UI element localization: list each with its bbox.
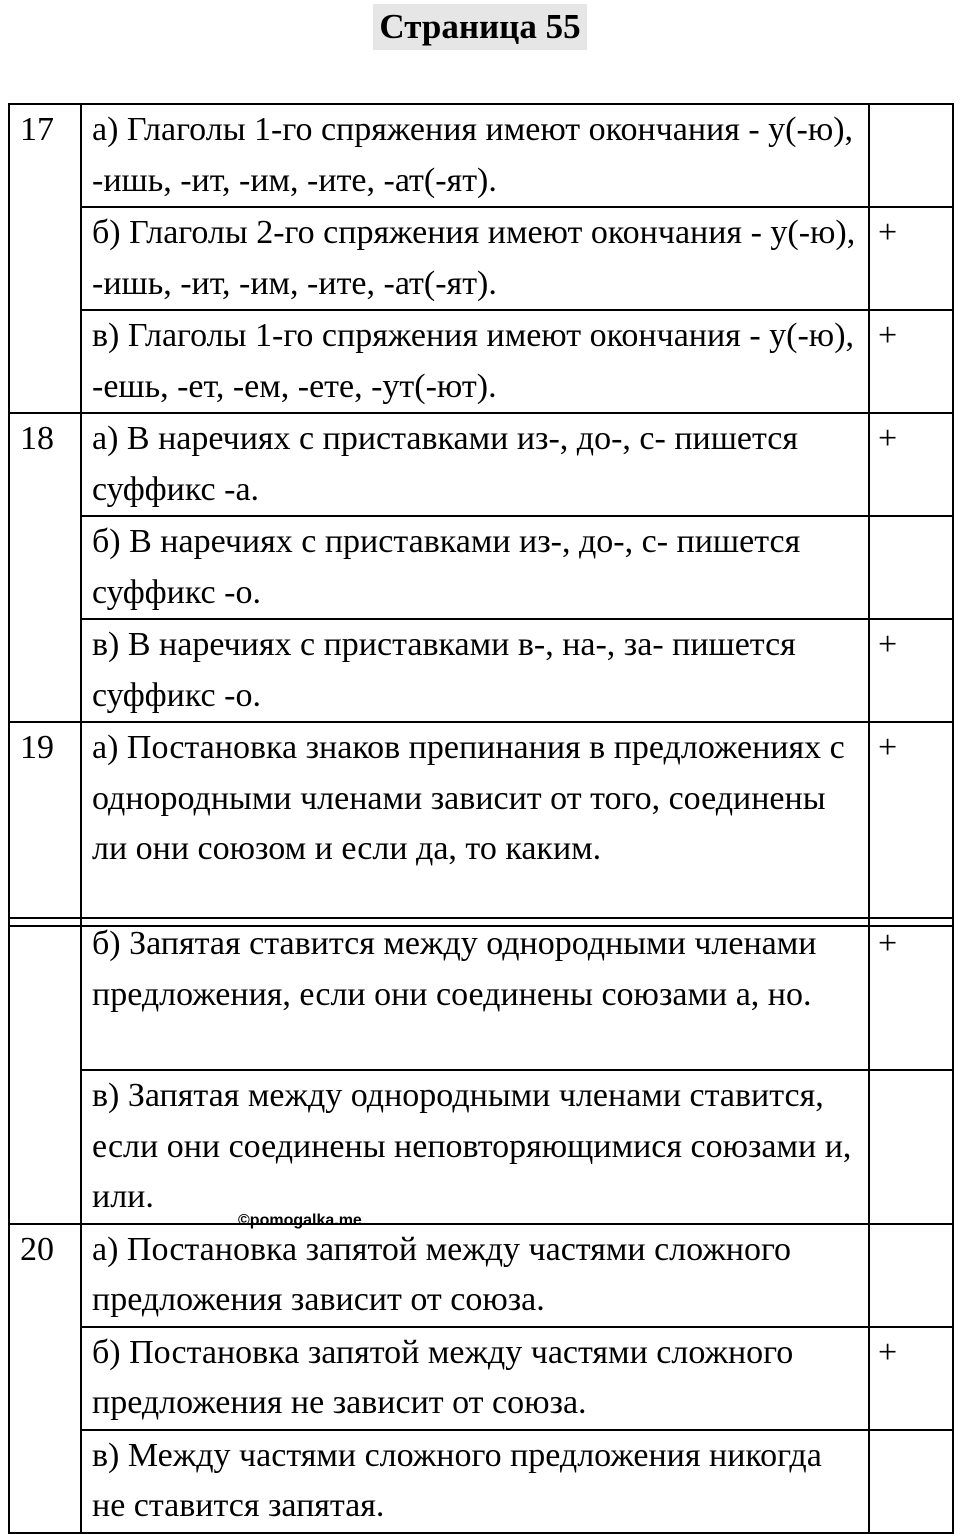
answer-mark <box>869 1430 953 1533</box>
table-row <box>9 619 953 722</box>
answer-mark <box>869 1070 953 1224</box>
table-row <box>9 1070 953 1224</box>
table-row <box>9 310 953 413</box>
answer-option-text: а) Постановка знаков препинания в предложениях с однородными членами зависит от того, соединены ли они союзом и если да, то каким. <box>81 722 869 926</box>
answers-table-bottom <box>8 917 954 1534</box>
answer-mark: + <box>869 413 953 516</box>
answers-table-top <box>8 103 954 927</box>
answer-mark <box>869 1224 953 1327</box>
answer-option-text: б) Глаголы 2-го спряжения имеют окончания - у(-ю), -ишь, -ит, -им, -ите, -ат(-ят). <box>81 207 869 310</box>
answer-option-text: а) Постановка запятой между частями сложного предложения зависит от союза. <box>81 1224 869 1327</box>
question-number: 17 <box>9 104 81 413</box>
table-row <box>9 918 953 1070</box>
answer-option-text: а) Глаголы 1-го спряжения имеют окончания - у(-ю), -ишь, -ит, -им, -ите, -ат(-ят). <box>81 104 869 207</box>
table-row <box>9 722 953 926</box>
question-number <box>9 918 81 1224</box>
answer-option-text: в) В наречиях с приставками в-, на-, за- пишется суффикс -о. <box>81 619 869 722</box>
page-title: Страница 55 <box>373 4 586 50</box>
answer-option-text: б) В наречиях с приставками из-, до-, с- пишется суффикс -о. <box>81 516 869 619</box>
answer-mark <box>869 104 953 207</box>
answer-option-text: в) Между частями сложного предложения никогда не ставится запятая. <box>81 1430 869 1533</box>
answer-option-text: б) Запятая ставится между однородными членами предложения, если они соединены союзами а, но. <box>81 918 869 1070</box>
question-number: 18 <box>9 413 81 722</box>
table-row <box>9 104 953 207</box>
answer-mark: + <box>869 722 953 926</box>
table-row <box>9 1327 953 1430</box>
answer-mark: + <box>869 1327 953 1430</box>
table-row <box>9 1224 953 1327</box>
answer-option-text: а) В наречиях с приставками из-, до-, с- пишется суффикс -а. <box>81 413 869 516</box>
answer-option-text: в) Глаголы 1-го спряжения имеют окончания - у(-ю), -ешь, -ет, -ем, -ете, -ут(-ют). <box>81 310 869 413</box>
answer-mark <box>869 516 953 619</box>
table-row <box>9 207 953 310</box>
table-row <box>9 1430 953 1533</box>
page-title-wrap <box>0 4 960 50</box>
answer-mark: + <box>869 207 953 310</box>
question-number: 19 <box>9 722 81 926</box>
watermark: ©pomogalka.me <box>238 1212 362 1229</box>
table-row <box>9 413 953 516</box>
answer-mark: + <box>869 918 953 1070</box>
answer-mark: + <box>869 310 953 413</box>
table-row <box>9 516 953 619</box>
answer-option-text: в) Запятая между однородными членами ставится, если они соединены неповторяющимися союзами и, или. <box>81 1070 869 1224</box>
answer-option-text: б) Постановка запятой между частями сложного предложения не зависит от союза. <box>81 1327 869 1430</box>
answer-mark: + <box>869 619 953 722</box>
question-number: 20 <box>9 1224 81 1533</box>
